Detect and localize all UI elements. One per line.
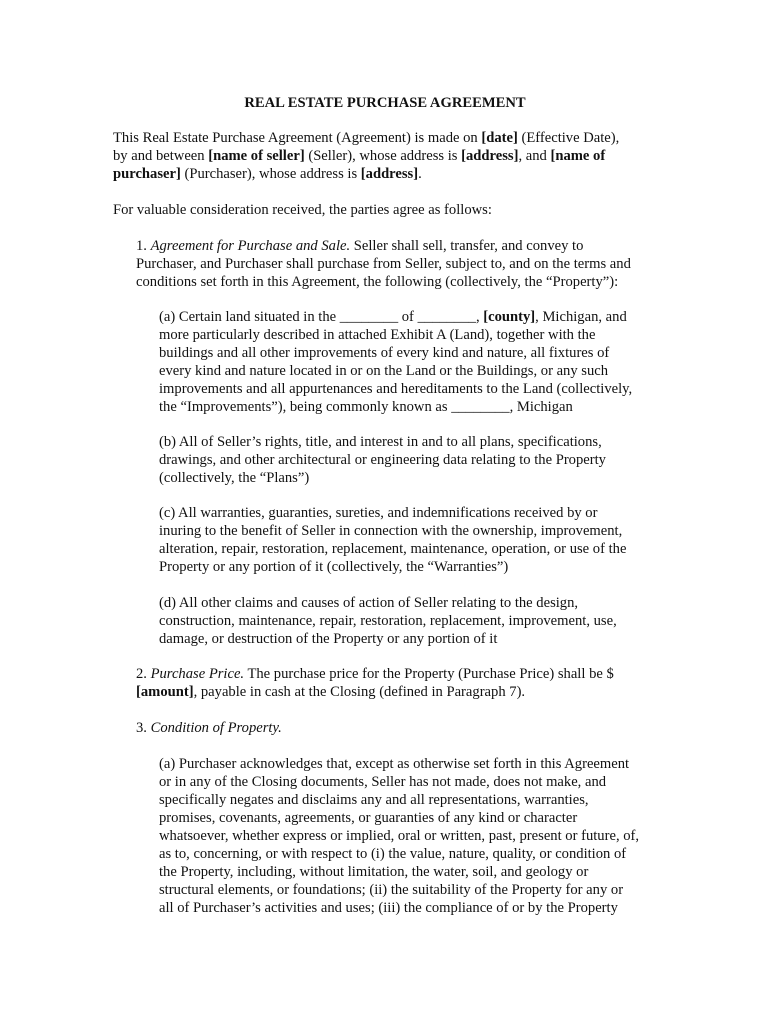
section-1c-paragraph: (c) All warranties, guaranties, sureties, and indemnifications received by or inuring to the benefit of Seller in connection with the ownership, improvement, alteration, repair, restoration, replacement, maintenance, operation, or use of the Property or any portion of it (collectively, the “Warranties”)	[159, 505, 627, 575]
section-2-heading: Purchase Price.	[150, 666, 245, 682]
section-1-line-1: 1. Agreement for Purchase and Sale. Seller shall sell, transfer, and convey to	[136, 238, 584, 254]
section-1b-paragraph: (b) All of Seller’s rights, title, and interest in and to all plans, specifications, drawings, and other architectural or engineering data relating to the Property (collectively, the “Plans”)	[159, 434, 606, 486]
date-placeholder: [date]	[481, 130, 518, 146]
intro-line-2: by and between [name of seller] (Seller), whose address is [address], and [name of	[113, 148, 606, 164]
section-2-line-1: 2. Purchase Price. The purchase price for the Property (Purchase Price) shall be $	[136, 666, 614, 682]
section-1a-paragraph: (a) Certain land situated in the ________ of ________, [county], Michigan, and more particularly described in attached Exhibit A (Land), together with the buildings and all other improvements of every kind and nature, all fixtures of every kind and nature located in or on the Land or the Buildings, or any such improvements and all appurtenances and hereditaments to the Land (collectively, the “Improvements”), being commonly known as ________, Michigan	[159, 309, 633, 415]
consideration-paragraph: For valuable consideration received, the parties agree as follows:	[113, 202, 492, 218]
intro-paragraph	[113, 129, 619, 183]
purchaser-address-placeholder: [address]	[360, 166, 419, 182]
section-3-paragraph	[136, 719, 282, 737]
section-1-paragraph: 1. Agreement for Purchase and Sale. Seller shall sell, transfer, and convey to Purchaser, and Purchaser shall purchase from Seller, subject to, and on the terms and conditions set forth in this Agreement, the following (collectively, the “Property”):	[136, 238, 631, 290]
section-2-line-2: [amount], payable in cash at the Closing (defined in Paragraph 7).	[136, 684, 526, 700]
intro-line-3: purchaser] (Purchaser), whose address is [address].	[113, 166, 422, 182]
county-placeholder: [county]	[483, 309, 536, 325]
section-2-paragraph	[136, 665, 614, 701]
document-title: REAL ESTATE PURCHASE AGREEMENT	[244, 95, 526, 111]
seller-address-placeholder: [address]	[461, 148, 519, 164]
section-3-line-1: 3. Condition of Property.	[136, 720, 282, 736]
section-1d-paragraph: (d) All other claims and causes of action of Seller relating to the design, construction, maintenance, repair, restoration, replacement, improvement, use, damage, or destruction of the Property or any portion of it	[159, 595, 617, 647]
section-1-heading: Agreement for Purchase and Sale.	[150, 238, 351, 254]
section-3a-paragraph: (a) Purchaser acknowledges that, except as otherwise set forth in this Agreement or in any of the Closing documents, Seller has not made, does not make, and specifically negates and disclaims any and all representations, warranties, promises, covenants, agreements, or guaranties of any kind or character whatsoever, whether express or implied, oral or written, past, present or future, of, as to, concerning, or with respect to (i) the value, nature, quality, or condition of the Property, including, without limitation, the water, soil, and geology or structural elements, or foundations; (ii) the suitability of the Property for any or all of Purchaser’s activities and uses; (iii) the compliance of or by the Property	[159, 756, 640, 916]
seller-name-placeholder: [name of seller]	[208, 148, 305, 164]
amount-placeholder: [amount]	[136, 684, 194, 700]
section-1a-line-1: (a) Certain land situated in the ________ of ________, [county], Michigan, and	[159, 309, 627, 325]
section-3-heading: Condition of Property.	[150, 720, 282, 736]
intro-line-1: This Real Estate Purchase Agreement (Agreement) is made on [date] (Effective Date),	[113, 130, 620, 146]
purchaser-name-placeholder: [name of	[550, 148, 606, 164]
